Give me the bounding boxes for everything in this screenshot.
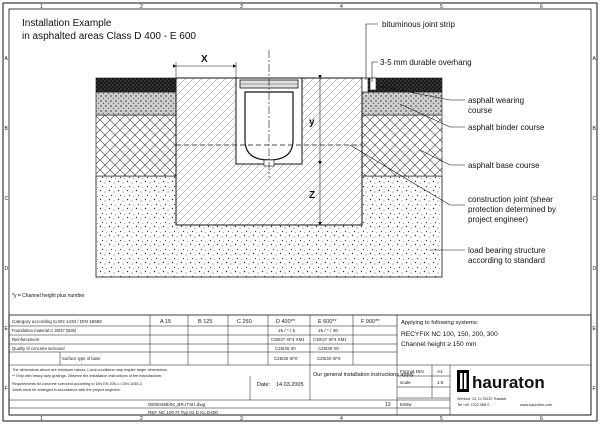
format-label: Format DIN [400,369,424,374]
company-web: www.hauraton.com [520,403,553,407]
border-letter: A [4,56,8,62]
row-cell: C25/30 X0 [275,346,296,351]
border-letter: D [592,266,597,272]
border-letter: C [592,196,597,202]
border-letter: E [592,326,596,332]
asphalt-binder-right [362,92,442,115]
border-number: 4 [340,4,343,10]
class-c250: C 250 [237,319,252,325]
border-number: 2 [140,416,143,422]
company-address: Werkstr. 13, D-76437 Rastatt [457,397,506,401]
note-line: Joints must be arranged in accordance with the project engineer. [12,388,121,392]
label-construction-line3: project engineer) [468,215,529,224]
class-e600: E 600** [318,319,337,325]
border-number: 3 [240,416,243,422]
label-load-line2: according to standard [468,256,545,265]
reference-code: REF NC 100 Ft Typ 01 D KL D400 [148,410,218,415]
label-overhang: 3-5 mm durable overhang [380,58,472,67]
bituminous-joint-strip [362,78,368,92]
system-line1: RECYFIX NC 100, 150, 200, 300 [401,331,498,338]
date-label: Date: [257,382,271,388]
sheet-number: 13 [385,402,391,408]
border-letter: F [592,386,596,392]
drawing-number: 00000488/04_BR.ITSH.dwg [148,402,206,407]
row-label: Quality of concrete surround [12,346,65,351]
company-name: hauraton [472,373,545,392]
cross-section [96,50,442,277]
border-letter: E [4,326,8,332]
drawing-title-line2: in asphalted areas Class D 400 - E 600 [22,31,196,42]
label-wearing-line2: course [468,106,493,115]
border-letter: C [4,196,9,202]
border-letter: A [592,56,596,62]
format-value: A4 [437,369,443,374]
dimension-z-label: Z [309,190,316,201]
border-number: 1 [40,4,43,10]
border-letter: D [4,266,9,272]
note-line: Requirements for concrete surround according to DIN EN 206-1 / DIN 1045-2. [12,382,143,386]
class-f900: F 900** [361,319,380,325]
border-letter: B [4,126,8,132]
row-cell: C30/37 XF4 XM1 [271,337,305,342]
row-label: Surface type of base [62,356,101,361]
class-a15: A 15 [160,319,172,325]
company-logo [457,370,469,392]
label-base: asphalt base course [468,161,540,170]
dimension-x [176,54,236,78]
general-instructions: Our general installation instructions apply. [313,372,415,378]
label-construction-line1: construction joint (shear [468,195,553,204]
asphalt-binder-left [96,92,176,115]
label-joint-strip: bituminous joint strip [382,20,455,29]
border-number: 4 [340,416,343,422]
asphalt-base-left [96,115,176,176]
scale-label: scale [400,380,411,385]
row-cell: C30/37 XF4 XM1 [313,337,347,342]
company-phone: Tel +49 7222 958 0 [457,403,490,407]
border-number: 5 [440,4,443,10]
border-number: 2 [140,4,143,10]
footnote: *y = Channel height plus number [12,293,85,299]
note-line: ** Only with heavy duty gratings. Observe the installation instructions of the manufacturer. [12,374,163,378]
label-load-line1: load bearing structure [468,246,546,255]
class-d400: D 400** [276,319,295,325]
applying-label: Applying to following systems: [401,320,479,326]
row-cell: C25/30 XF0 [317,356,341,361]
date-value: 14.03.2005 [276,382,304,388]
label-wearing-line1: asphalt wearing [468,96,525,105]
border-letter: B [592,126,596,132]
border-number: 3 [240,4,243,10]
border-number: 5 [440,416,443,422]
table-header-label: Category according to EN 1433 / DIN 19580 [12,319,102,324]
label-binder: asphalt binder course [468,123,545,132]
border-letter: F [4,386,8,392]
row-cell: C25/30 XF0 [274,356,298,361]
border-number: 6 [540,416,543,422]
dimension-x-label: X [201,54,208,65]
row-cell: 15 / * / 30 [318,328,338,333]
row-label: Foundation material C 30/37 (B35) [12,328,77,333]
class-b125: B 125 [198,319,213,325]
row-cell: C25/30 X0 [318,346,339,351]
asphalt-wearing-left [96,78,176,92]
row-label: Reinforcement [12,337,40,342]
scale-value: 1:5 [437,380,444,385]
dimension-y-label: y [309,117,315,128]
border-number: 6 [540,4,543,10]
system-line2: Channel height ≥ 150 mm [401,341,477,348]
border-number: 1 [40,416,43,422]
label-construction-line2: protection determined by [468,205,557,214]
unit-value: E80w [400,402,412,407]
drawing-title-line1: Installation Example [22,18,112,29]
joint-strip-detail [370,78,376,90]
asphalt-base-right [362,115,442,176]
row-cell: 15 / * / 5 [278,328,296,333]
note-line: The dimensions above are minimum values. Local conditions may require larger dimensions. [12,368,168,372]
